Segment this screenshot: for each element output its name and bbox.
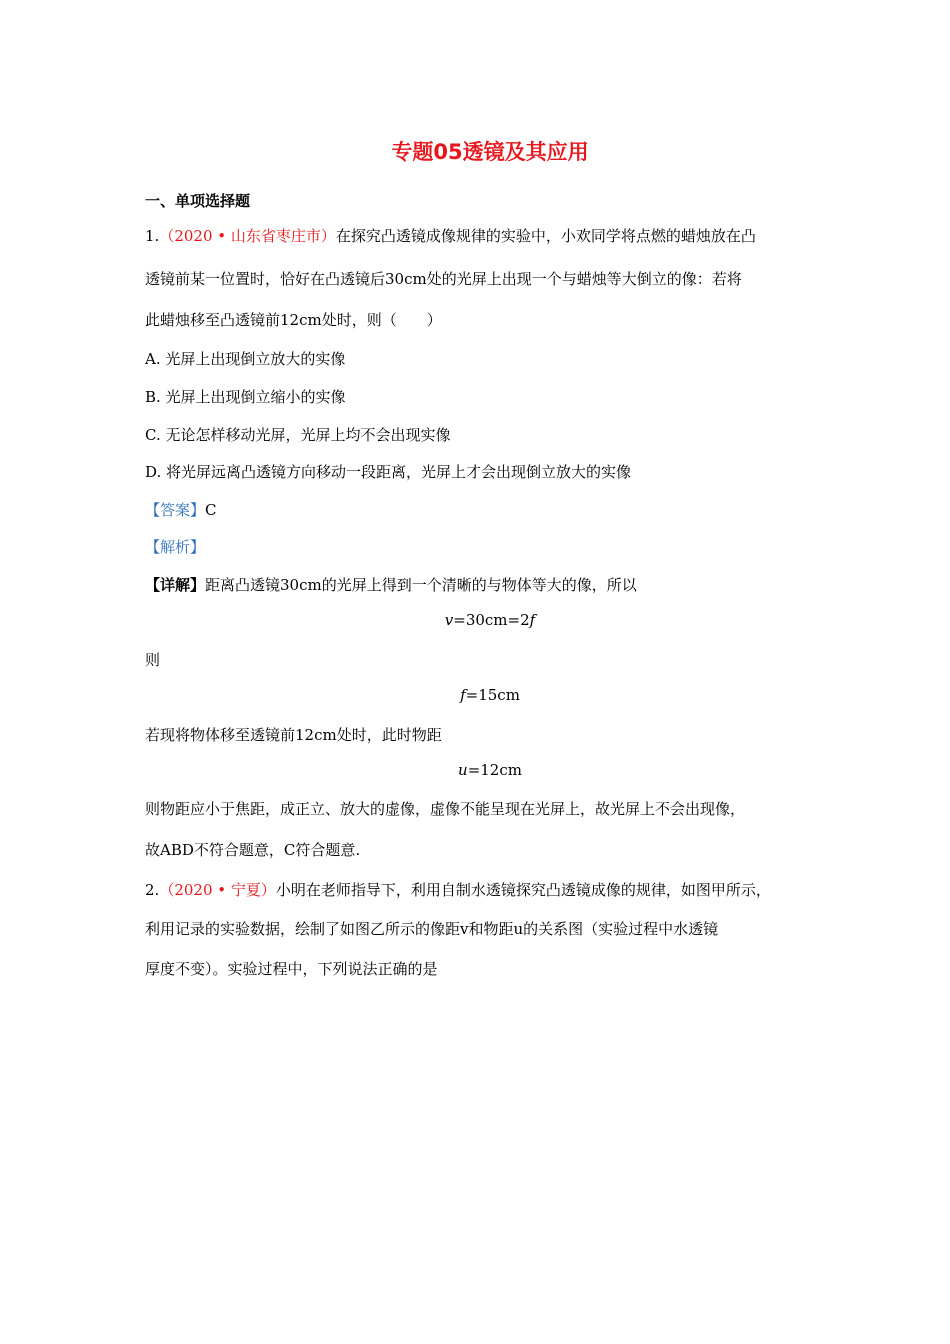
detail-text: 距离凸透镜30cm的光屏上得到一个清晰的与物体等大的像，所以 xyxy=(205,576,637,594)
detail-tag: 【详解】 xyxy=(145,576,206,594)
conclusion-line-2: 故ABD不符合题意，C符合题意. xyxy=(145,841,361,859)
q2-stem-text-1: 小明在老师指导下，利用自制水透镜探究凸透镜成像的规律，如图甲所示， xyxy=(275,881,771,899)
then-text: 则 xyxy=(145,651,161,669)
analysis-tag: 【解析】 xyxy=(145,538,206,556)
q1-answer xyxy=(145,499,217,520)
equation-v xyxy=(145,611,835,629)
q1-stem-line-3: 此蜡烛移至凸透镜前12cm处时，则（ ） xyxy=(145,311,442,329)
eq3-var: u xyxy=(458,761,468,779)
conclusion-line-1: 则物距应小于焦距，成正立、放大的虚像，虚像不能呈现在光屏上，故光屏上不会出现像， xyxy=(145,800,746,818)
q2-source: （2020 • 宁夏） xyxy=(159,881,276,899)
q2-stem-line-3: 厚度不变）。实验过程中，下列说法正确的是 xyxy=(145,960,438,978)
q1-stem-line-2: 透镜前某一位置时，恰好在凸透镜后30cm处的光屏上出现一个与蜡烛等大倒立的像：若将 xyxy=(145,270,742,288)
q1-option-d: D. 将光屏远离凸透镜方向移动一段距离，光屏上才会出现倒立放大的实像 xyxy=(145,463,632,481)
eq1-rest: =30cm=2 xyxy=(453,611,530,629)
eq2-rest: =15cm xyxy=(465,686,520,704)
eq2-var: f xyxy=(460,686,466,704)
eq1-var: v xyxy=(444,611,454,629)
equation-u xyxy=(145,761,835,779)
q1-option-b: B. 光屏上出现倒立缩小的实像 xyxy=(145,388,346,406)
q1-source: （2020 • 山东省枣庄市） xyxy=(159,227,336,245)
q2-number: 2. xyxy=(145,881,160,899)
q2-stem-line-2: 利用记录的实验数据，绘制了如图乙所示的像距v和物距u的关系图（实验过程中水透镜 xyxy=(145,920,719,938)
q1-analysis xyxy=(145,536,205,557)
eq3-rest: =12cm xyxy=(467,761,522,779)
q1-number: 1. xyxy=(145,227,160,245)
section-heading: 一、单项选择题 xyxy=(145,192,251,210)
document-title: 专题05透镜及其应用 xyxy=(391,140,589,164)
q1-option-a: A. 光屏上出现倒立放大的实像 xyxy=(145,350,346,368)
q1-option-c: C. 无论怎样移动光屏，光屏上均不会出现实像 xyxy=(145,426,451,444)
q2-stem-line-1 xyxy=(145,872,815,909)
move-text: 若现将物体移至透镜前12cm处时，此时物距 xyxy=(145,726,442,744)
eq1-f: f xyxy=(529,611,536,629)
q1-stem-line-1 xyxy=(145,218,815,255)
q1-stem-text-1: 在探究凸透镜成像规律的实验中，小欢同学将点燃的蜡烛放在凸 xyxy=(335,227,756,245)
equation-f xyxy=(145,686,835,704)
q1-detail xyxy=(145,574,637,595)
answer-value: C xyxy=(205,501,217,519)
answer-tag: 【答案】 xyxy=(145,501,206,519)
